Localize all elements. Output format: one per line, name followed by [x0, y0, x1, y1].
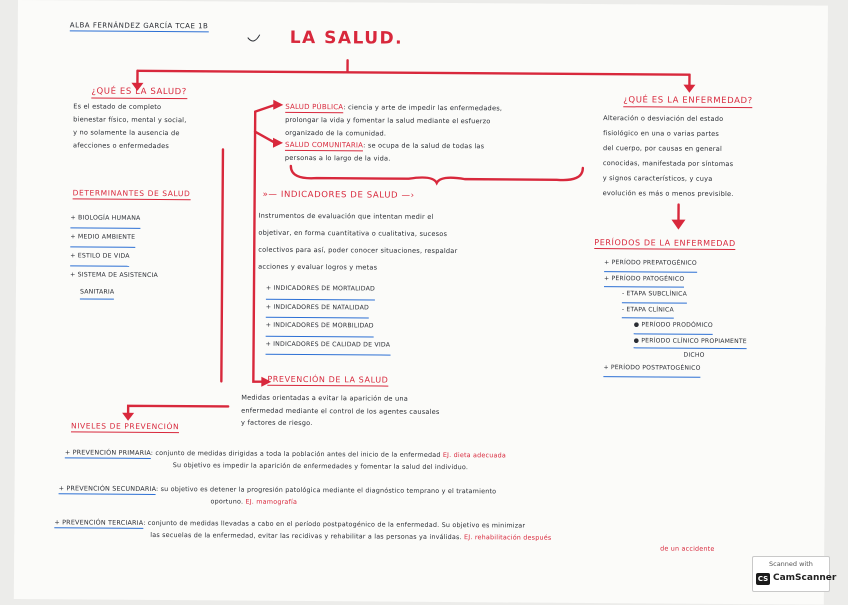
camscanner-logo-icon: CS: [757, 575, 769, 583]
list-item: ● PERÍODO PRODÓMICO: [634, 318, 713, 334]
indicadores-definition: Instrumentos de evaluación que intentan medir el objetivar, en forma cuantitativa o cualitativa, sucesos colectivos para así, poder conocer situaciones, respaldar acciones y evaluar logros y metas: [258, 211, 458, 272]
prevencion-secundaria: + PREVENCIÓN SECUNDARIA: su objetivo es detener la progresión patológica mediante el diagnóstico temprano y el tratamiento oportuno. EJ. mamografía: [58, 484, 497, 506]
determinantes-heading: DETERMINANTES DE SALUD: [72, 188, 191, 199]
list-item: - ETAPA SUBCLÍNICA: [622, 287, 687, 303]
salud-comunitaria: SALUD COMUNITARIA: se ocupa de la salud de todas las personas a lo largo de la vida.: [284, 140, 485, 163]
list-item: + PERÍODO PREPATOGÉNICO: [604, 256, 697, 272]
list-item: + SISTEMA DE ASISTENCIA: [70, 271, 159, 279]
badge-caption: Scanned with: [769, 560, 813, 568]
list-item: + INDICADORES DE MORTALIDAD: [266, 281, 375, 300]
periodos-heading: PERÍODOS DE LA ENFERMEDAD: [594, 238, 736, 249]
salud-definition: Es el estado de completo bienestar físico, mental y social, y no solamente la ausencia de afecciones o enfermedades: [72, 102, 187, 151]
list-item: + BIOLOGÍA HUMANA: [70, 209, 140, 228]
camscanner-badge: [752, 556, 837, 592]
prevencion-heading: PREVENCIÓN DE LA SALUD: [267, 374, 389, 385]
list-item: + INDICADORES DE CALIDAD DE VIDA: [266, 336, 391, 355]
enfermedad-definition: Alteración o desviación del estado fisiológico en una o varias partes del cuerpo, por causas en general conocidas, manifestada por síntomas y signos característicos, y cuya evolución es más o menos previsible.: [602, 114, 734, 199]
enfermedad-heading: ¿QUÉ ES LA ENFERMEDAD?: [623, 95, 753, 107]
list-item: DICHO: [683, 351, 705, 359]
author-name: ALBA FERNÁNDEZ GARCÍA TCAE 1B: [69, 21, 209, 31]
list-item: - ETAPA CLÍNICA: [622, 303, 674, 319]
periodos-list: [603, 256, 747, 377]
niveles-heading: NIVELES DE PREVENCIÓN: [70, 421, 180, 432]
list-item: + PERÍODO POSTPATOGÉNICO: [603, 361, 700, 377]
salud-heading: ¿QUÉ ES LA SALUD?: [91, 86, 187, 98]
list-item: ● PERÍODO CLÍNICO PROPIAMENTE: [634, 336, 747, 349]
list-item: + INDICADORES DE NATALIDAD: [266, 299, 369, 318]
salud-publica: SALUD PÚBLICA: ciencia y arte de impedir las enfermedades, prolongar la vida y fomentar la salud mediante el esfuerzo organizado de la comunidad.: [285, 102, 503, 138]
list-item: + PERÍODO PATOGÉNICO: [604, 272, 684, 288]
notes-page: [14, 0, 828, 605]
prevencion-definition: Medidas orientadas a evitar la aparición de una enfermedad mediante el control de los agentes causales y factores de riesgo.: [241, 393, 440, 428]
indicadores-heading: »— INDICADORES DE SALUD —›: [262, 189, 415, 201]
prevencion-primaria: + PREVENCIÓN PRIMARIA: conjunto de medidas dirigidas a toda la población antes del inicio de la enfermedad EJ. dieta adecuada Su objetivo es impedir la aparición de enfermedades y fomentar la salud del individuo.: [64, 448, 507, 472]
list-item: SANITARIA: [80, 287, 115, 299]
badge-brand: CamScanner: [773, 573, 837, 583]
determinantes-list: [70, 209, 159, 301]
indicadores-list: [266, 281, 391, 356]
list-item: + MEDIO AMBIENTE: [70, 228, 135, 247]
page-title: LA SALUD.: [289, 27, 404, 49]
list-item: + ESTILO DE VIDA: [70, 247, 130, 266]
list-item: + INDICADORES DE MORBILIDAD: [266, 318, 374, 337]
prevencion-terciaria: + PREVENCIÓN TERCIARIA: conjunto de medidas llevadas a cabo en el período postpatogénico de la enfermedad. Su objetivo es minimizar las secuelas de la enfermedad, evitar las recidivas y rehabilitar a las personas ya inválidas. EJ. rehabilitación después de un accidente: [54, 518, 715, 553]
